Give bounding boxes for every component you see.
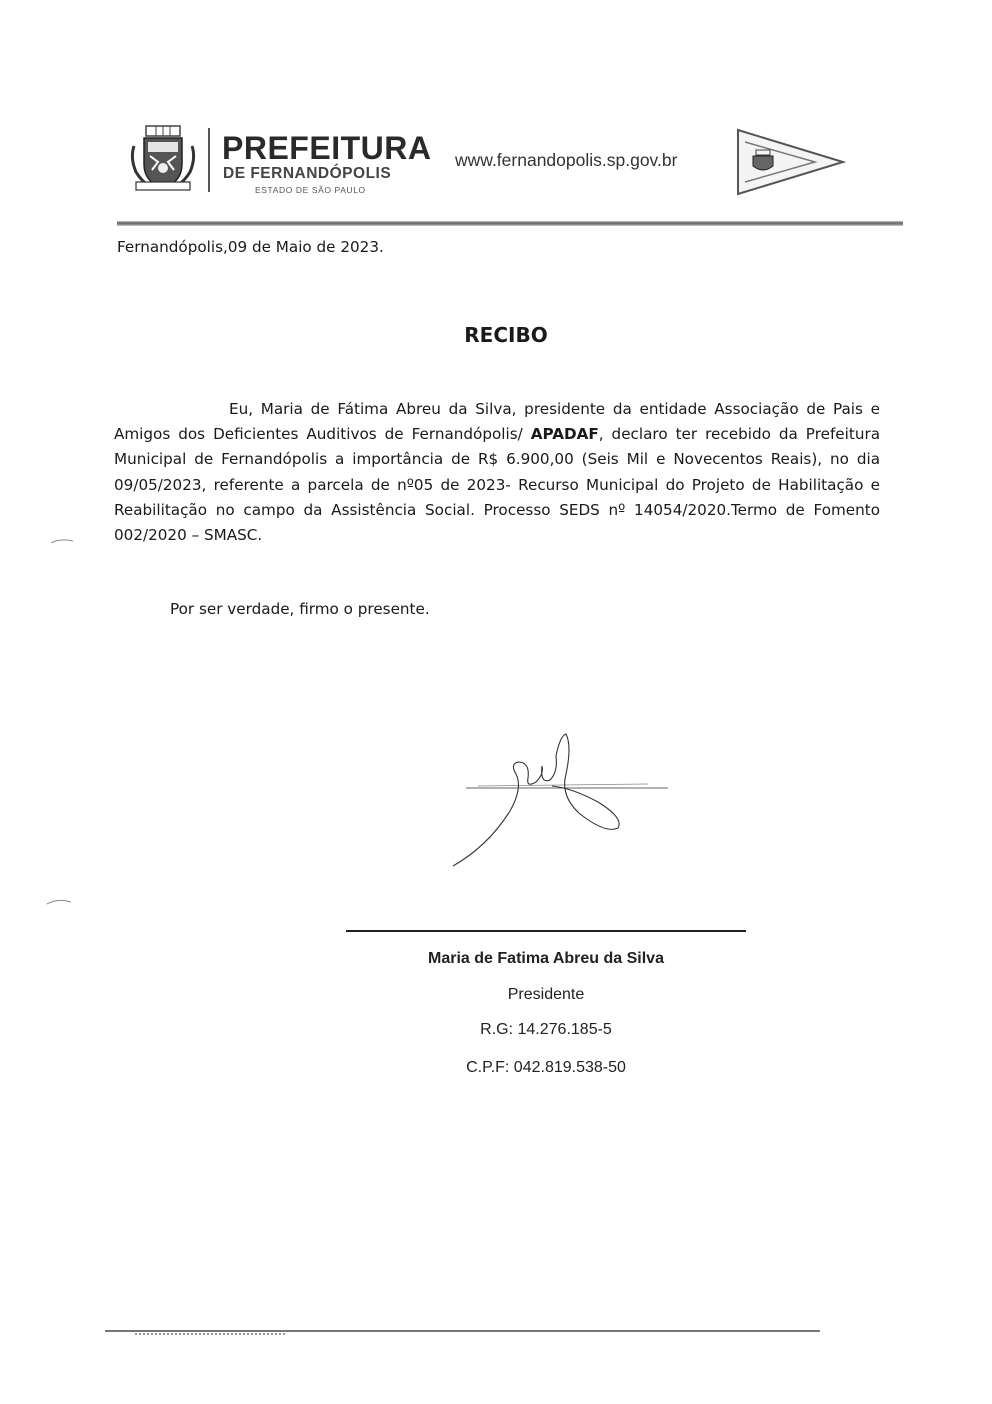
footer-rule bbox=[105, 1330, 820, 1332]
header-divider bbox=[208, 128, 210, 192]
body-text-entity: APADAF bbox=[530, 425, 599, 444]
org-name: PREFEITURA bbox=[222, 130, 432, 166]
signer-rg: R.G: 14.276.185-5 bbox=[480, 1021, 612, 1038]
municipal-flag-icon bbox=[735, 126, 847, 198]
date-line: Fernandópolis,09 de Maio de 2023. bbox=[117, 238, 384, 256]
signer-role: Presidente bbox=[507, 986, 585, 1003]
scan-mark bbox=[50, 538, 74, 544]
municipal-coat-of-arms-icon bbox=[128, 124, 198, 192]
footer-ghost-text bbox=[135, 1333, 285, 1340]
body-text-part2: , declaro ter recebido da Prefeitura Municipal de Fernandópolis a importância de R$ 6.900,00 (Seis Mil e Novecentos Reais), no dia 09/05/2023, referente a parcela de nº05 de 2023- Recurso Municipal do Projeto de Habilitação e Reabilitação no campo da Assistência Social. Processo SEDS nº 14054/2020.Termo de Fomento 002/2020 – SMASC. bbox=[114, 425, 880, 545]
receipt-body bbox=[114, 397, 880, 548]
website-url: www.fernandopolis.sp.gov.br bbox=[455, 150, 678, 170]
signature-line bbox=[346, 930, 746, 932]
signer-cpf: C.P.F: 042.819.538-50 bbox=[466, 1059, 626, 1076]
org-city: DE FERNANDÓPOLIS bbox=[223, 165, 392, 182]
closing-line: Por ser verdade, firmo o presente. bbox=[170, 600, 430, 618]
signer-name: Maria de Fatima Abreu da Silva bbox=[428, 950, 664, 967]
org-state: ESTADO DE SÃO PAULO bbox=[255, 185, 366, 195]
handwritten-signature bbox=[448, 726, 673, 871]
scan-mark bbox=[46, 898, 72, 906]
body-text-part1: Eu, Maria de Fátima Abreu da Silva, presidente da entidade Associação de Pais e Amigos dos Deficientes Auditivos de Fernandópolis/ bbox=[114, 400, 880, 444]
document-title: RECIBO bbox=[464, 323, 548, 347]
header-rule bbox=[117, 221, 903, 226]
